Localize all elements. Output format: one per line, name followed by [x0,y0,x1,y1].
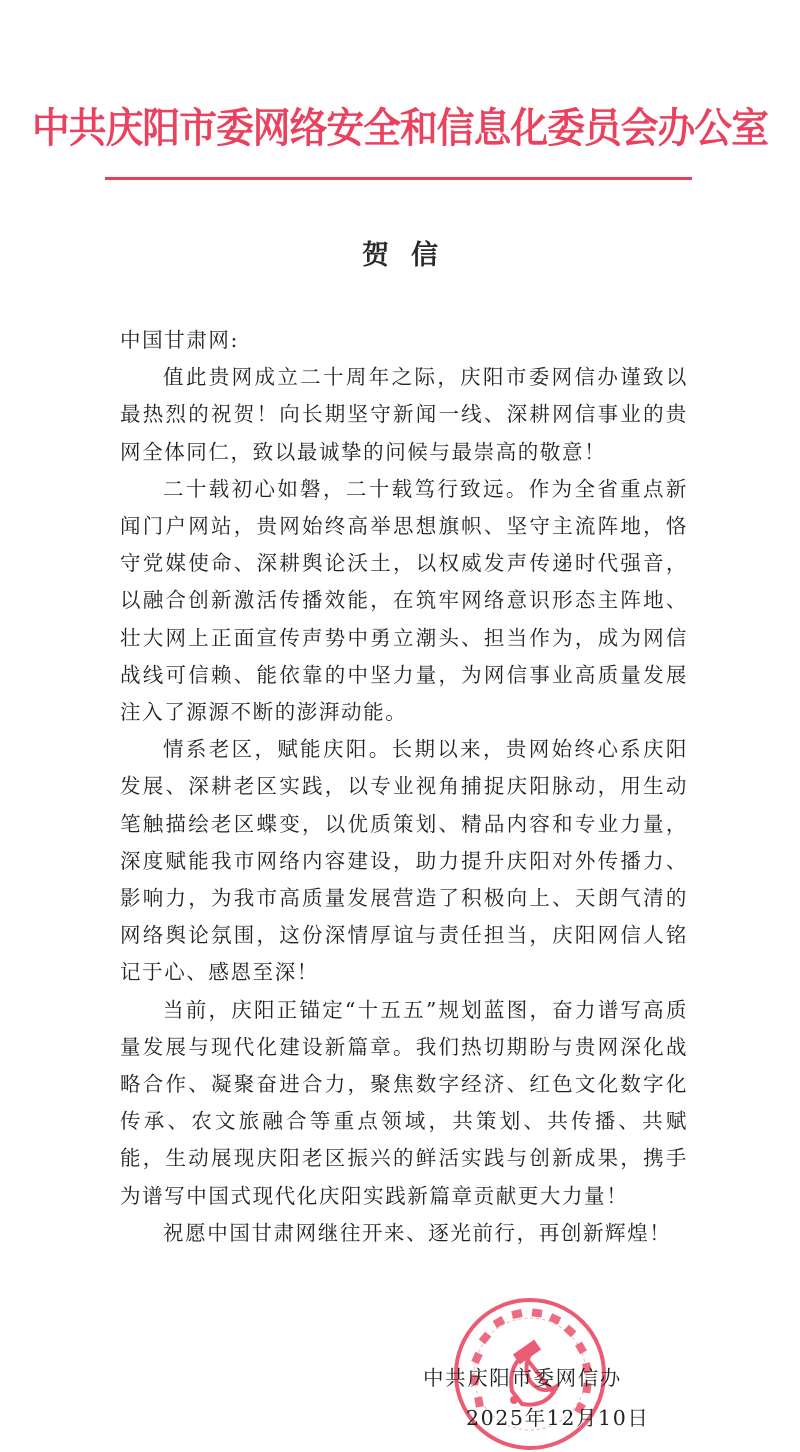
document-title: 贺信 [362,240,460,271]
letter-body [120,322,688,1252]
paragraph-4: 当前，庆阳正锚定“十五五”规划蓝图，奋力谱写高质量发展与现代化建设新篇章。我们热切期盼与贵网深化战略合作、凝聚奋进合力，聚焦数字经济、红色文化数字化传承、农文旅融合等重点领域，共策划、共传播、共赋能，生动展现庆阳老区振兴的鲜活实践与创新成果，携手为谱写中国式现代化庆阳实践新篇章贡献更大力量！ [120,997,688,1208]
paragraph-3: 情系老区，赋能庆阳。长期以来，贵网始终心系庆阳发展、深耕老区实践，以专业视角捕捉庆阳脉动，用生动笔触描绘老区蝶变，以优质策划、精品内容和专业力量，深度赋能我市网络内容建设，助力提升庆阳对外传播力、影响力，为我市高质量发展营造了积极向上、天朗气清的网络舆论氛围，这份深情厚谊与责任担当，庆阳网信人铭记于心、感恩至深！ [120,737,688,985]
letterhead-org-name: 中共庆阳市委网络安全和信息化委员会办公室 [32,104,768,152]
letterhead-red-rule [105,177,692,180]
paragraph-1: 值此贵网成立二十周年之际，庆阳市委网信办谨致以最热烈的祝贺！向长期坚守新闻一线、深耕网信事业的贵网全体同仁，致以最诚挚的问候与最崇高的敬意！ [120,365,688,464]
paragraph-2: 二十载初心如磐，二十载笃行致远。作为全省重点新闻门户网站，贵网始终高举思想旗帜、坚守主流阵地，恪守党媒使命、深耕舆论沃土，以权威发声传递时代强音，以融合创新激活传播效能，在筑牢网络意识形态主阵地、壮大网上正面宣传声势中勇立潮头、担当作为，成为网信战线可信赖、能依靠的中坚力量，为网信事业高质量发展注入了源源不断的澎湃动能。 [120,476,688,725]
date: 2025年12月10日 [466,1406,650,1430]
salutation: 中国甘肃网: [120,328,240,352]
signature: 中共庆阳市委网信办 [423,1366,622,1390]
closing-wish: 祝愿中国甘肃网继往开来、逐光前行，再创新辉煌！ [163,1220,672,1245]
